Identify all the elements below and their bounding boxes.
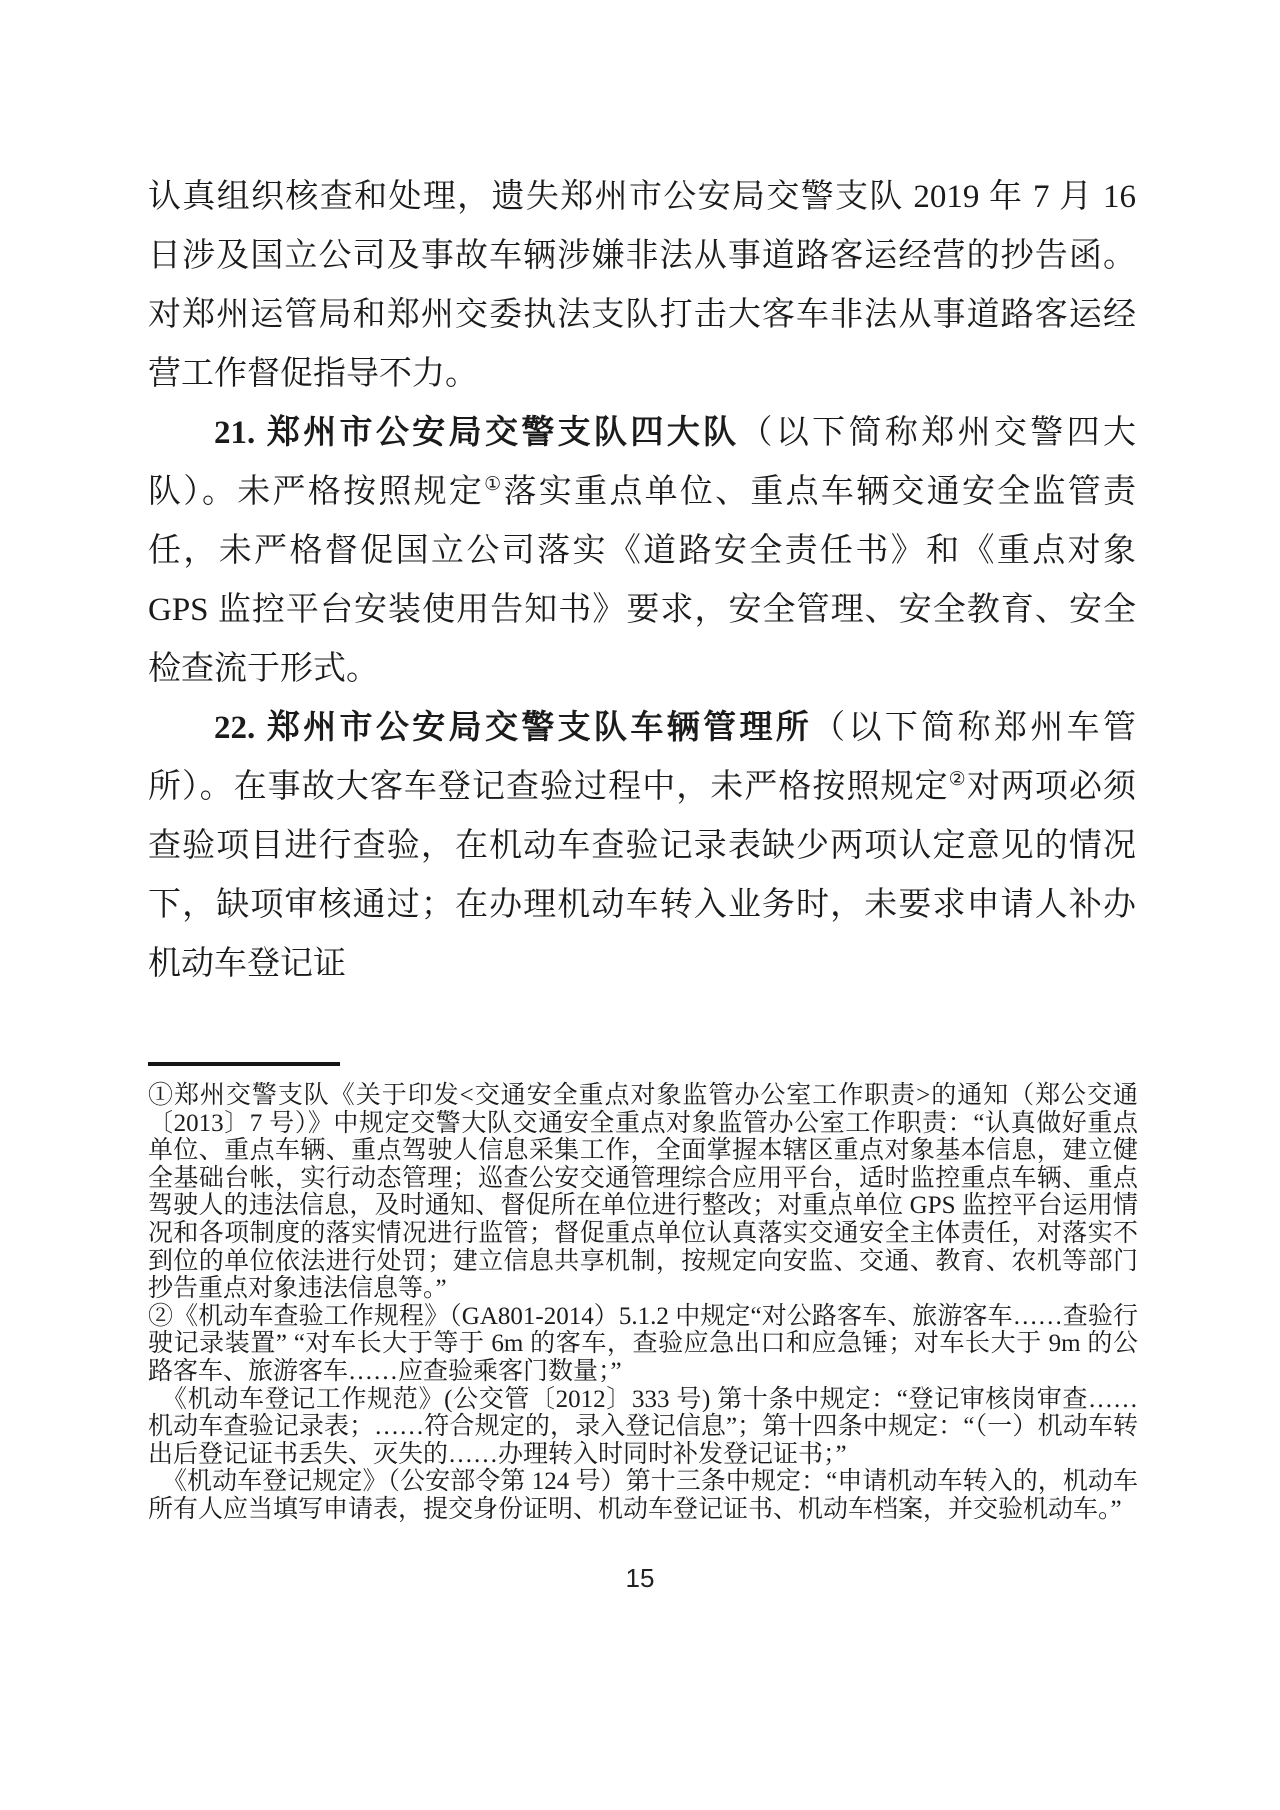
section-heading-text: 21. 郑州市公安局交警支队四大队 [214, 415, 740, 451]
text-segment: （以下简称郑州车管所）。在事故大客车登记查验过程中，未严格按照规定 [148, 710, 1137, 805]
text-segment: ②《机动车查验工作规程》（GA801-2014）5.1.2 中规定“对公路客车、旅游客车……查验行驶记录装置” “对车长大于等于 6m 的客车，查验应急出口和应急锤；对车长大于 9m 的公路客车、旅游客车……应查验乘客门数量；” [148, 1302, 1138, 1385]
footnote-ref-marker: ① [484, 474, 504, 495]
text-segment: 《机动车登记规定》（公安部令第 124 号）第十三条中规定：“申请机动车转入的，机动车所有人应当填写申请表，提交身份证明、机动车登记证书、机动车档案，并交验机动车。” [148, 1468, 1138, 1523]
text-segment: 落实重点单位、重点车辆交通安全监管责任，未严格督促国立公司落实《道路安全责任书》和《重点对象 GPS 监控平台安装使用告知书》要求，安全管理、安全教育、安全检查流于形式。 [148, 474, 1137, 687]
footnote-paragraph [148, 1303, 1138, 1386]
footnote-paragraph [148, 1082, 1138, 1303]
footnote-paragraph [148, 1468, 1138, 1523]
text-segment: ①郑州交警支队《关于印发<交通安全重点对象监管办公室工作职责>的通知（郑公交通〔2013〕7 号）》中规定交警大队交通安全重点对象监管办公室工作职责：“认真做好重点单位、重点车辆、重点驾驶人信息采集工作，全面掌握本辖区重点对象基本信息，建立健全基础台帐，实行动态管理；巡查公安交通管理综合应用平台，适时监控重点车辆、重点驾驶人的违法信息，及时通知、督促所在单位进行整改；对重点单位 GPS 监控平台运用情况和各项制度的落实情况进行监管；督促重点单位认真落实交通安全主体责任，对落实不到位的单位依法进行处罚；建立信息共享机制，按规定向安监、交通、教育、农机等部门抄告重点对象违法信息等。” [148, 1082, 1138, 1303]
section-heading-text: 22. 郑州市公安局交警支队车辆管理所 [214, 710, 813, 746]
footnote-ref-marker: ② [948, 769, 967, 790]
text-segment: 认真组织核查和处理，遗失郑州市公安局交警支队 2019 年 7 月 16 日涉及国立公司及事故车辆涉嫌非法从事道路客运经营的抄告函。对郑州运管局和郑州交委执法支队打击大客车非法从事道路客运经营工作督促指导不力。 [148, 179, 1136, 392]
footnote-separator [148, 1062, 340, 1066]
body-paragraph [148, 168, 1136, 404]
footnote-list [148, 1082, 1138, 1524]
footnote-paragraph [148, 1386, 1138, 1469]
body-paragraph [148, 699, 1136, 994]
main-text-block [148, 168, 1136, 994]
text-segment: （以下简称郑州交警四大队）。未严格按照规定 [148, 415, 1137, 510]
page-number: 15 [625, 1563, 655, 1593]
text-segment: 对两项必须查验项目进行查验，在机动车查验记录表缺少两项认定意见的情况下，缺项审核通过；在办理机动车转入业务时，未要求申请人补办机动车登记证 [148, 769, 1137, 982]
body-paragraph [148, 404, 1136, 699]
text-segment: 《机动车登记工作规范》(公交管〔2012〕333 号) 第十条中规定：“登记审核岗审查……机动车查验记录表；……符合规定的，录入登记信息”；第十四条中规定：“（一）机动车转出后登记证书丢失、灭失的……办理转入时同时补发登记证书；” [148, 1385, 1138, 1468]
footnotes-block [148, 1062, 1138, 1524]
